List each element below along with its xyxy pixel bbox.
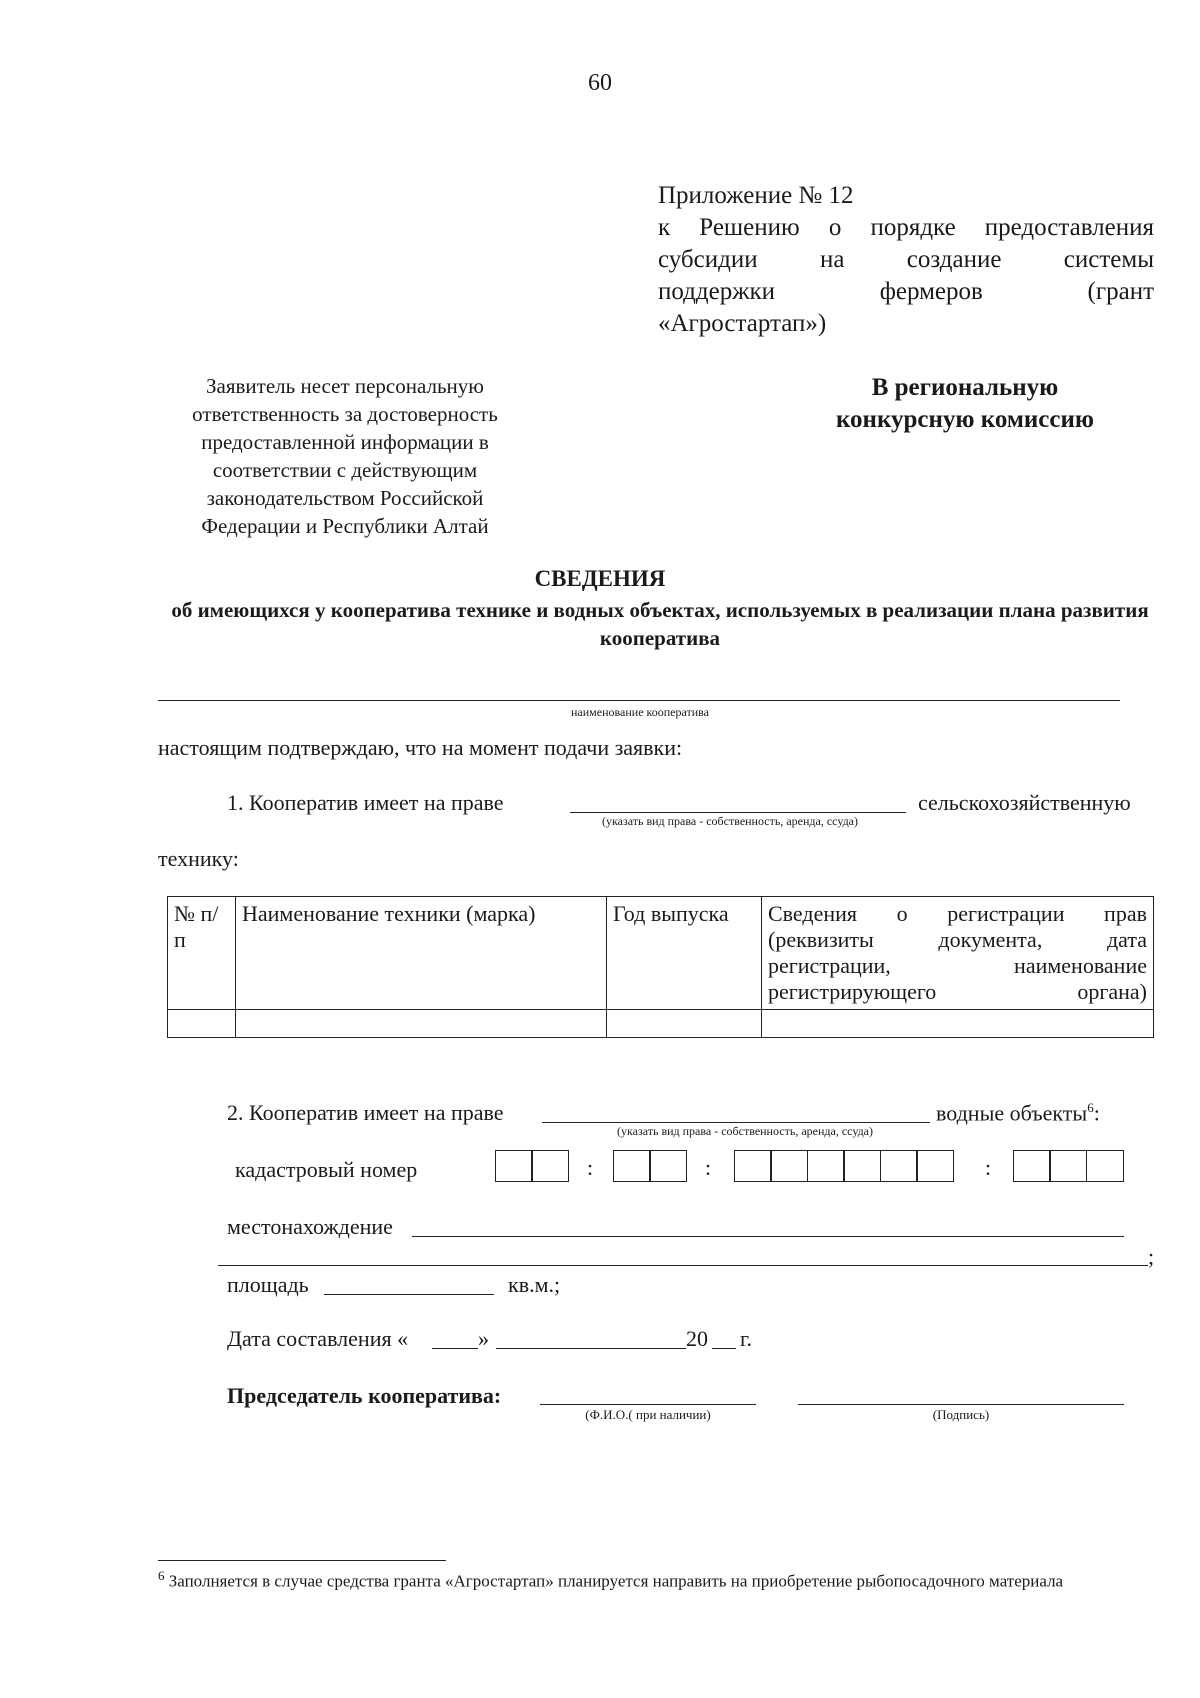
cadastral-group-4[interactable] — [1014, 1150, 1124, 1182]
recipient-line: конкурсную комиссию — [835, 406, 1095, 433]
item1-continuation: технику: — [158, 846, 239, 871]
table-cell[interactable] — [607, 1010, 762, 1038]
table-header-cell: Год выпуска — [607, 897, 762, 1010]
digit-cell[interactable] — [916, 1150, 954, 1182]
digit-cell[interactable] — [770, 1150, 808, 1182]
digit-cell[interactable] — [495, 1150, 533, 1182]
digit-cell[interactable] — [880, 1150, 918, 1182]
item2-right-type-field[interactable] — [542, 1122, 930, 1123]
table-cell[interactable] — [168, 1010, 236, 1038]
table-header-cell: Сведения о регистрации прав (реквизиты документа, дата регистрации, наименование регистрирующего органа) — [762, 897, 1154, 1010]
cadastral-label: кадастровый номер — [235, 1157, 418, 1182]
location-field-continued[interactable] — [218, 1265, 1148, 1266]
date-day-field[interactable] — [432, 1348, 478, 1349]
cadastral-separator: : — [587, 1155, 594, 1180]
cadastral-group-2[interactable] — [614, 1150, 687, 1182]
chairman-signature-field[interactable] — [798, 1404, 1124, 1405]
document-title: СВЕДЕНИЯ — [534, 566, 666, 591]
digit-cell[interactable] — [531, 1150, 569, 1182]
digit-cell[interactable] — [843, 1150, 881, 1182]
table-header-cell: № п/п — [168, 897, 236, 1010]
table-header-row — [168, 897, 1154, 1010]
chairman-fio-caption: (Ф.И.О.( при наличии) — [585, 1407, 711, 1422]
table-cell[interactable] — [236, 1010, 607, 1038]
appendix-line: поддержки фермеров (грант — [658, 278, 1154, 305]
coop-name-caption: наименование кооператива — [571, 705, 709, 719]
item1-suffix: сельскохозяйственную — [918, 790, 1131, 815]
cadastral-separator: : — [985, 1155, 992, 1180]
table-cell[interactable] — [762, 1010, 1154, 1038]
area-field[interactable] — [324, 1294, 494, 1295]
footnote: $^6$ Заполняется в случае средства гранта «Агростартап» планируется направить на приобретение рыбопосадочного материала — [158, 1568, 1064, 1591]
table-row — [168, 1010, 1154, 1038]
date-close-quote: » — [478, 1326, 489, 1351]
digit-cell[interactable] — [649, 1150, 687, 1182]
appendix-line: Приложение № 12 — [658, 182, 854, 209]
appendix-line: к Решению о порядке предоставления — [658, 214, 1154, 241]
coop-name-field[interactable] — [158, 700, 1120, 701]
item2-prefix: 2. Кооператив имеет на праве — [227, 1100, 504, 1125]
item2-suffix: водные объекты$^6$: — [936, 1100, 1100, 1126]
cadastral-group-3[interactable] — [735, 1150, 954, 1182]
appendix-line: субсидии на создание системы — [658, 246, 1154, 273]
chairman-label: Председатель кооператива: — [227, 1383, 502, 1408]
appendix-line: «Агростартап») — [658, 310, 827, 337]
location-field[interactable] — [412, 1236, 1124, 1237]
recipient-line: В региональную — [871, 374, 1059, 401]
chairman-fio-field[interactable] — [540, 1404, 756, 1405]
digit-cell[interactable] — [1013, 1150, 1051, 1182]
item1-prefix: 1. Кооператив имеет на праве — [227, 790, 504, 815]
item1-right-type-field[interactable] — [570, 812, 906, 813]
table-header-cell: Наименование техники (марка) — [236, 897, 607, 1010]
chairman-signature-caption: (Подпись) — [932, 1407, 990, 1422]
cadastral-group-1[interactable] — [496, 1150, 569, 1182]
date-label: Дата составления « — [227, 1326, 409, 1351]
date-year-field[interactable] — [712, 1348, 736, 1349]
digit-cell[interactable] — [807, 1150, 845, 1182]
appendix-block — [658, 180, 1154, 340]
confirm-text: настоящим подтверждаю, что на момент подачи заявки: — [158, 735, 683, 760]
item2-caption: (указать вид права - собственность, аренда, ссуда) — [617, 1124, 873, 1138]
footnote-ref: 6 — [1087, 1100, 1094, 1115]
digit-cell[interactable] — [1049, 1150, 1087, 1182]
digit-cell[interactable] — [1086, 1150, 1124, 1182]
page-number: 60 — [588, 70, 612, 96]
applicant-disclaimer: Заявитель несет персональную ответственность за достоверность предоставленной информации в соответствии с действующим законодательством Российской Федерации и Республики Алтай — [192, 374, 498, 538]
date-year-prefix: 20 — [686, 1326, 708, 1351]
document-subtitle: об имеющихся у кооператива технике и водных объектах, используемых в реализации плана развития кооператива — [171, 598, 1149, 650]
recipient-block — [800, 372, 1130, 436]
item1-caption: (указать вид права - собственность, аренда, ссуда) — [602, 814, 858, 828]
cadastral-separator: : — [705, 1155, 712, 1180]
area-unit: кв.м.; — [508, 1272, 561, 1297]
date-month-field[interactable] — [496, 1348, 686, 1349]
machinery-table — [167, 896, 1154, 1038]
area-label: площадь — [227, 1272, 309, 1297]
digit-cell[interactable] — [613, 1150, 651, 1182]
footnote-divider — [158, 1560, 446, 1561]
date-year-suffix: г. — [740, 1326, 753, 1351]
location-label: местонахождение — [227, 1214, 393, 1239]
digit-cell[interactable] — [734, 1150, 772, 1182]
location-semicolon: ; — [1148, 1244, 1155, 1269]
